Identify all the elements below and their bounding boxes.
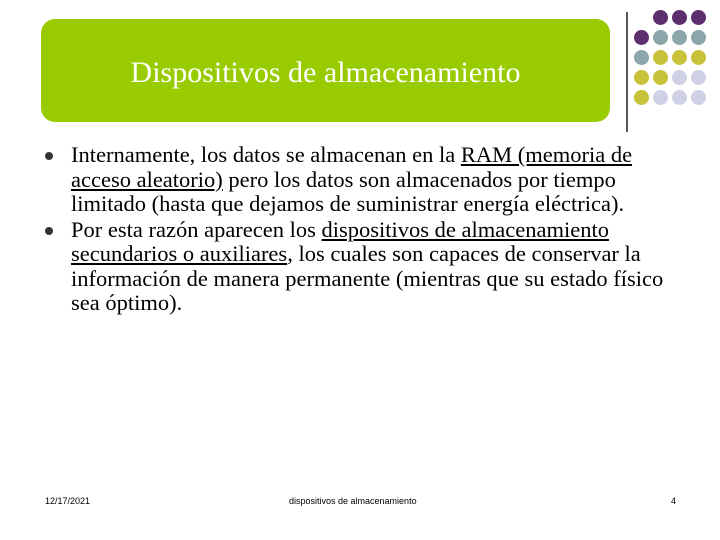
footer-date: 12/17/2021 bbox=[45, 496, 91, 506]
decorative-dot bbox=[691, 50, 706, 65]
decorative-dot-grid bbox=[638, 10, 718, 120]
title-banner bbox=[41, 19, 610, 122]
bullet-item bbox=[45, 218, 675, 316]
bullet-text: , los cuales son capaces de conservar la información de manera permanente (mientras que su estado físico sea óptimo). bbox=[71, 241, 664, 315]
decorative-dot bbox=[672, 10, 687, 25]
bullet-marker-icon bbox=[45, 152, 53, 160]
decorative-dot bbox=[691, 30, 706, 45]
bullet-item bbox=[45, 143, 675, 217]
decorative-dot bbox=[653, 50, 668, 65]
bullet-text: pero los datos son almacenados por tiempo limitado (hasta que dejamos de suministrar energía eléctrica). bbox=[71, 166, 625, 216]
decorative-dot bbox=[634, 90, 649, 105]
footer-title: dispositivos de almacenamiento bbox=[289, 496, 417, 506]
vertical-divider bbox=[626, 12, 628, 132]
decorative-dot bbox=[672, 30, 687, 45]
decorative-dot bbox=[634, 30, 649, 45]
decorative-dot bbox=[672, 50, 687, 65]
decorative-dot bbox=[691, 90, 706, 105]
decorative-dot bbox=[672, 70, 687, 85]
page-number: 4 bbox=[671, 496, 677, 506]
decorative-dot bbox=[691, 10, 706, 25]
underlined-term: dispositivos de almacenamiento secundarios o auxiliares bbox=[71, 216, 609, 266]
decorative-dot bbox=[634, 50, 649, 65]
decorative-dot bbox=[653, 30, 668, 45]
decorative-dot bbox=[634, 70, 649, 85]
decorative-dot bbox=[691, 70, 706, 85]
decorative-dot bbox=[672, 90, 687, 105]
underlined-term: RAM (memoria de acceso aleatorio) bbox=[71, 142, 633, 192]
bullet-text: Por esta razón aparecen los bbox=[71, 216, 322, 242]
bullet-text: Internamente, los datos se almacenan en la bbox=[71, 142, 461, 167]
slide-title: Dispositivos de almacenamiento bbox=[130, 56, 521, 89]
decorative-dot bbox=[653, 90, 668, 105]
bullet-marker-icon bbox=[45, 227, 53, 235]
bullet-list bbox=[45, 143, 675, 317]
decorative-dot bbox=[653, 70, 668, 85]
decorative-dot bbox=[653, 10, 668, 25]
